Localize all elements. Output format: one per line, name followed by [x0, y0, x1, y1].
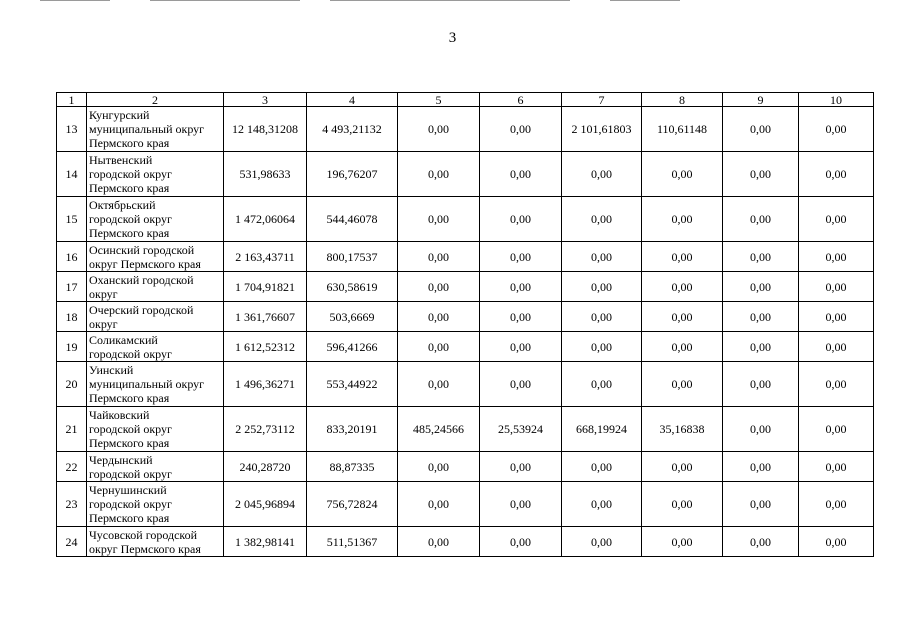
municipality-name-line: Кунгурский [89, 108, 150, 122]
page-number: 3 [448, 30, 457, 46]
value-cell-col-4: 800,17537 [307, 242, 398, 272]
value-cell-col-7: 0,00 [562, 452, 642, 482]
table-row [57, 527, 874, 557]
row-number: 19 [57, 332, 87, 362]
value-cell-col-9: 0,00 [723, 272, 799, 302]
value-cell-col-3: 1 361,76607 [224, 302, 307, 332]
municipality-name [87, 272, 224, 302]
column-header: 10 [799, 93, 874, 107]
scan-top-rule [330, 0, 570, 1]
value-cell-col-5: 0,00 [398, 527, 480, 557]
value-cell-col-6: 0,00 [480, 272, 562, 302]
row-number: 16 [57, 242, 87, 272]
scan-top-rule [40, 0, 110, 1]
row-number: 18 [57, 302, 87, 332]
municipality-name-line: Соликамский [89, 332, 158, 347]
value-cell-col-4: 756,72824 [307, 482, 398, 527]
value-cell-col-8: 0,00 [642, 452, 723, 482]
value-cell-col-7: 668,19924 [562, 407, 642, 452]
municipality-name [87, 362, 224, 407]
data-table [56, 92, 874, 557]
municipality-name-line: Уинский [89, 363, 134, 377]
municipality-name-line: городской округ [89, 346, 172, 361]
municipality-name-line: Чердынский [89, 452, 153, 467]
value-cell-col-3: 1 382,98141 [224, 527, 307, 557]
value-cell-col-7: 0,00 [562, 332, 642, 362]
municipality-name [87, 527, 224, 557]
scan-top-rule [610, 0, 680, 1]
municipality-name-line: округ Пермского края [89, 256, 201, 271]
value-cell-col-10: 0,00 [799, 152, 874, 197]
value-cell-col-8: 0,00 [642, 332, 723, 362]
column-header: 1 [57, 93, 87, 107]
column-header: 6 [480, 93, 562, 107]
table-row [57, 482, 874, 527]
municipality-name [87, 242, 224, 272]
value-cell-col-10: 0,00 [799, 197, 874, 242]
row-number: 17 [57, 272, 87, 302]
value-cell-col-7: 0,00 [562, 482, 642, 527]
value-cell-col-9: 0,00 [723, 527, 799, 557]
value-cell-col-4: 630,58619 [307, 272, 398, 302]
municipality-name-line: Чайковский [89, 408, 150, 422]
municipality-name-line: Пермского края [89, 436, 170, 450]
table-row [57, 197, 874, 242]
municipality-name-line: Очерский городской [89, 302, 194, 317]
table-row [57, 452, 874, 482]
value-cell-col-9: 0,00 [723, 197, 799, 242]
table-row [57, 272, 874, 302]
value-cell-col-3: 2 163,43711 [224, 242, 307, 272]
value-cell-col-10: 0,00 [799, 527, 874, 557]
municipality-name-line: Нытвенский [89, 153, 153, 167]
value-cell-col-6: 0,00 [480, 452, 562, 482]
municipality-name-line: округ [89, 316, 118, 331]
value-cell-col-7: 0,00 [562, 152, 642, 197]
value-cell-col-3: 531,98633 [224, 152, 307, 197]
value-cell-col-8: 0,00 [642, 362, 723, 407]
municipality-name-line: Пермского края [89, 391, 170, 405]
column-header: 4 [307, 93, 398, 107]
value-cell-col-9: 0,00 [723, 152, 799, 197]
value-cell-col-3: 1 472,06064 [224, 197, 307, 242]
value-cell-col-4: 4 493,21132 [307, 107, 398, 152]
table-row [57, 242, 874, 272]
municipality-name-line: муниципальный округ [89, 122, 205, 136]
value-cell-col-10: 0,00 [799, 452, 874, 482]
value-cell-col-6: 0,00 [480, 482, 562, 527]
value-cell-col-7: 0,00 [562, 302, 642, 332]
value-cell-col-6: 0,00 [480, 152, 562, 197]
value-cell-col-4: 503,6669 [307, 302, 398, 332]
municipality-name-line: Пермского края [89, 181, 170, 195]
municipality-name [87, 482, 224, 527]
value-cell-col-3: 12 148,31208 [224, 107, 307, 152]
value-cell-col-5: 0,00 [398, 242, 480, 272]
value-cell-col-6: 0,00 [480, 107, 562, 152]
table-body [57, 107, 874, 557]
municipality-name-line: Октябрьский [89, 198, 156, 212]
value-cell-col-5: 0,00 [398, 197, 480, 242]
value-cell-col-9: 0,00 [723, 362, 799, 407]
value-cell-col-8: 0,00 [642, 197, 723, 242]
value-cell-col-3: 2 252,73112 [224, 407, 307, 452]
municipality-name [87, 302, 224, 332]
row-number: 24 [57, 527, 87, 557]
municipality-name-line: Осинский городской [89, 242, 195, 257]
municipality-name [87, 452, 224, 482]
municipality-name-line: городской округ [89, 466, 172, 481]
row-number: 20 [57, 362, 87, 407]
column-header: 8 [642, 93, 723, 107]
municipality-name-line: городской округ [89, 167, 172, 181]
table-row [57, 332, 874, 362]
value-cell-col-5: 0,00 [398, 452, 480, 482]
value-cell-col-3: 2 045,96894 [224, 482, 307, 527]
municipality-name-line: Пермского края [89, 226, 170, 240]
value-cell-col-8: 0,00 [642, 152, 723, 197]
table-row [57, 152, 874, 197]
value-cell-col-3: 1 496,36271 [224, 362, 307, 407]
value-cell-col-6: 0,00 [480, 242, 562, 272]
value-cell-col-5: 0,00 [398, 362, 480, 407]
value-cell-col-7: 0,00 [562, 197, 642, 242]
value-cell-col-7: 0,00 [562, 527, 642, 557]
value-cell-col-9: 0,00 [723, 407, 799, 452]
municipality-name [87, 332, 224, 362]
value-cell-col-7: 0,00 [562, 362, 642, 407]
value-cell-col-10: 0,00 [799, 242, 874, 272]
municipality-name-line: Чусовской городской [89, 527, 198, 542]
value-cell-col-5: 0,00 [398, 302, 480, 332]
value-cell-col-5: 0,00 [398, 107, 480, 152]
table-row [57, 302, 874, 332]
value-cell-col-5: 0,00 [398, 482, 480, 527]
municipality-name-line: округ [89, 286, 118, 301]
value-cell-col-4: 596,41266 [307, 332, 398, 362]
value-cell-col-7: 2 101,61803 [562, 107, 642, 152]
value-cell-col-3: 1 612,52312 [224, 332, 307, 362]
value-cell-col-5: 0,00 [398, 152, 480, 197]
value-cell-col-3: 240,28720 [224, 452, 307, 482]
municipality-name [87, 152, 224, 197]
column-header: 3 [224, 93, 307, 107]
municipality-name-line: Пермского края [89, 511, 170, 525]
value-cell-col-6: 0,00 [480, 332, 562, 362]
column-header: 9 [723, 93, 799, 107]
value-cell-col-8: 110,61148 [642, 107, 723, 152]
value-cell-col-10: 0,00 [799, 272, 874, 302]
row-number: 21 [57, 407, 87, 452]
value-cell-col-7: 0,00 [562, 272, 642, 302]
value-cell-col-5: 0,00 [398, 272, 480, 302]
value-cell-col-8: 0,00 [642, 242, 723, 272]
value-cell-col-10: 0,00 [799, 332, 874, 362]
value-cell-col-3: 1 704,91821 [224, 272, 307, 302]
value-cell-col-8: 0,00 [642, 527, 723, 557]
value-cell-col-4: 553,44922 [307, 362, 398, 407]
value-cell-col-5: 485,24566 [398, 407, 480, 452]
municipality-name-line: городской округ [89, 422, 172, 436]
value-cell-col-10: 0,00 [799, 302, 874, 332]
value-cell-col-8: 0,00 [642, 482, 723, 527]
value-cell-col-4: 511,51367 [307, 527, 398, 557]
value-cell-col-10: 0,00 [799, 482, 874, 527]
scan-top-rule [150, 0, 300, 1]
value-cell-col-4: 196,76207 [307, 152, 398, 197]
row-number: 15 [57, 197, 87, 242]
municipality-name-line: муниципальный округ [89, 377, 205, 391]
value-cell-col-10: 0,00 [799, 107, 874, 152]
row-number: 13 [57, 107, 87, 152]
value-cell-col-4: 544,46078 [307, 197, 398, 242]
value-cell-col-10: 0,00 [799, 407, 874, 452]
municipality-name [87, 407, 224, 452]
value-cell-col-6: 0,00 [480, 362, 562, 407]
municipality-name-line: округ Пермского края [89, 541, 201, 556]
column-header: 5 [398, 93, 480, 107]
municipality-name-line: Оханский городской [89, 272, 194, 287]
table-row [57, 362, 874, 407]
value-cell-col-8: 35,16838 [642, 407, 723, 452]
value-cell-col-9: 0,00 [723, 452, 799, 482]
value-cell-col-9: 0,00 [723, 302, 799, 332]
value-cell-col-8: 0,00 [642, 302, 723, 332]
value-cell-col-6: 0,00 [480, 197, 562, 242]
value-cell-col-6: 0,00 [480, 527, 562, 557]
value-cell-col-9: 0,00 [723, 242, 799, 272]
row-number: 14 [57, 152, 87, 197]
municipality-name [87, 107, 224, 152]
municipality-name-line: городской округ [89, 497, 172, 511]
municipality-name [87, 197, 224, 242]
table-row [57, 107, 874, 152]
value-cell-col-5: 0,00 [398, 332, 480, 362]
municipality-name-line: Пермского края [89, 136, 170, 150]
value-cell-col-9: 0,00 [723, 107, 799, 152]
value-cell-col-6: 0,00 [480, 302, 562, 332]
value-cell-col-7: 0,00 [562, 242, 642, 272]
municipality-name-line: Чернушинский [89, 483, 167, 497]
value-cell-col-9: 0,00 [723, 332, 799, 362]
value-cell-col-4: 833,20191 [307, 407, 398, 452]
row-number: 23 [57, 482, 87, 527]
header-row [57, 93, 874, 107]
value-cell-col-9: 0,00 [723, 482, 799, 527]
value-cell-col-8: 0,00 [642, 272, 723, 302]
municipality-name-line: городской округ [89, 212, 172, 226]
column-header: 2 [87, 93, 224, 107]
row-number: 22 [57, 452, 87, 482]
value-cell-col-6: 25,53924 [480, 407, 562, 452]
table-row [57, 407, 874, 452]
column-header: 7 [562, 93, 642, 107]
value-cell-col-4: 88,87335 [307, 452, 398, 482]
value-cell-col-10: 0,00 [799, 362, 874, 407]
